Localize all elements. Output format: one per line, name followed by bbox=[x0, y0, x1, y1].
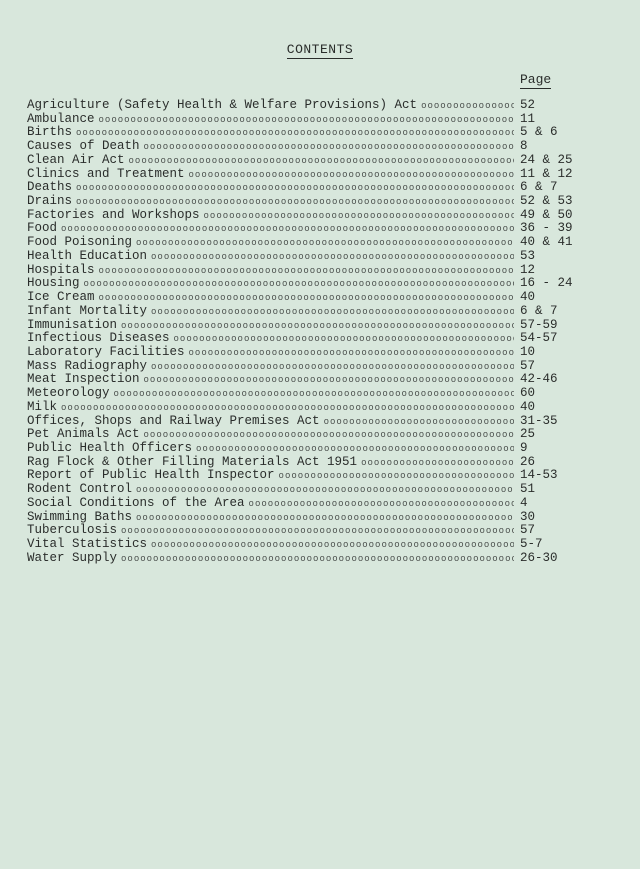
entry-page-number: 51 bbox=[520, 482, 536, 497]
entry-page-number: 6 & 7 bbox=[520, 180, 558, 195]
contents-entry bbox=[27, 168, 597, 182]
entry-page-number: 40 bbox=[520, 399, 536, 414]
dot-leader bbox=[121, 525, 514, 539]
dot-leader bbox=[174, 333, 514, 347]
entry-subject: Milk bbox=[27, 399, 58, 414]
dot-leader bbox=[189, 347, 514, 361]
page-column-heading-text: Page bbox=[520, 72, 552, 87]
entry-page-number: 52 & 53 bbox=[520, 194, 573, 209]
entry-subject: Rag Flock & Other Filling Materials Act 1951 bbox=[27, 454, 358, 469]
entry-page-number: 5-7 bbox=[520, 537, 543, 551]
entry-subject: Causes of Death bbox=[27, 139, 140, 154]
contents-entry bbox=[27, 140, 597, 154]
contents-entry bbox=[27, 113, 597, 127]
entry-subject: Food bbox=[27, 221, 58, 236]
dot-leader bbox=[421, 100, 514, 114]
contents-entry bbox=[27, 428, 597, 442]
contents-entry bbox=[27, 360, 597, 374]
entry-subject: Vital Statistics bbox=[27, 537, 148, 551]
entry-page-number: 26-30 bbox=[520, 550, 558, 565]
contents-entry bbox=[27, 524, 597, 538]
entry-page-number: 10 bbox=[520, 344, 536, 359]
entry-page-number: 57 bbox=[520, 358, 536, 373]
contents-entry bbox=[27, 552, 597, 566]
dot-leader bbox=[76, 182, 514, 196]
dot-leader bbox=[151, 306, 514, 320]
dot-leader bbox=[114, 388, 514, 402]
entry-page-number: 31-35 bbox=[520, 413, 558, 428]
contents-entry bbox=[27, 99, 597, 113]
contents-entry bbox=[27, 126, 597, 140]
contents-entry bbox=[27, 456, 597, 470]
entry-page-number: 16 - 24 bbox=[520, 276, 573, 291]
contents-entry bbox=[27, 305, 597, 319]
entry-subject: Tuberculosis bbox=[27, 523, 118, 538]
entry-page-number: 30 bbox=[520, 509, 536, 524]
entry-page-number: 57 bbox=[520, 523, 536, 538]
entry-subject: Births bbox=[27, 125, 73, 140]
dot-leader bbox=[129, 155, 514, 169]
dot-leader bbox=[144, 429, 514, 443]
entry-subject: Infant Mortality bbox=[27, 303, 148, 318]
entry-subject: Mass Radiography bbox=[27, 358, 148, 373]
entry-subject: Clean Air Act bbox=[27, 152, 125, 167]
contents-entry bbox=[27, 469, 597, 483]
dot-leader bbox=[361, 457, 514, 471]
entry-subject: Deaths bbox=[27, 180, 73, 195]
page-column-heading bbox=[520, 72, 551, 87]
entry-subject: Public Health Officers bbox=[27, 440, 193, 455]
entry-page-number: 57-59 bbox=[520, 317, 558, 332]
entry-subject: Ice Cream bbox=[27, 290, 95, 305]
dot-leader bbox=[121, 553, 514, 567]
entry-page-number: 24 & 25 bbox=[520, 152, 573, 167]
contents-entry bbox=[27, 332, 597, 346]
entry-subject: Immunisation bbox=[27, 317, 118, 332]
dot-leader bbox=[136, 512, 514, 526]
contents-entry bbox=[27, 387, 597, 401]
dot-leader bbox=[99, 292, 514, 306]
entry-page-number: 40 bbox=[520, 290, 536, 305]
entry-subject: Laboratory Facilities bbox=[27, 344, 185, 359]
dot-leader bbox=[249, 498, 514, 512]
dot-leader bbox=[204, 210, 514, 224]
entry-subject: Health Education bbox=[27, 248, 148, 263]
contents-entry bbox=[27, 195, 597, 209]
contents-entry bbox=[27, 497, 597, 511]
entry-subject: Meteorology bbox=[27, 386, 110, 401]
entry-subject: Infectious Diseases bbox=[27, 331, 170, 346]
contents-entry bbox=[27, 250, 597, 264]
entry-subject: Food Poisoning bbox=[27, 235, 133, 250]
dot-leader bbox=[144, 141, 514, 155]
contents-entry bbox=[27, 442, 597, 456]
entry-page-number: 11 & 12 bbox=[520, 166, 573, 181]
dot-leader bbox=[189, 169, 514, 183]
entry-subject: Clinics and Treatment bbox=[27, 166, 185, 181]
contents-entry bbox=[27, 346, 597, 360]
dot-leader bbox=[99, 265, 514, 279]
entry-subject: Rodent Control bbox=[27, 482, 133, 497]
entry-page-number: 36 - 39 bbox=[520, 221, 573, 236]
contents-entry bbox=[27, 401, 597, 415]
contents-entry bbox=[27, 222, 597, 236]
entry-page-number: 53 bbox=[520, 248, 536, 263]
entry-page-number: 40 & 41 bbox=[520, 235, 573, 250]
entry-page-number: 42-46 bbox=[520, 372, 558, 387]
entry-subject: Factories and Workshops bbox=[27, 207, 200, 222]
dot-leader bbox=[99, 114, 514, 128]
contents-entry bbox=[27, 154, 597, 168]
entry-page-number: 9 bbox=[520, 440, 528, 455]
contents-entry bbox=[27, 181, 597, 195]
entry-subject: Drains bbox=[27, 194, 73, 209]
entry-subject: Housing bbox=[27, 276, 80, 291]
dot-leader bbox=[84, 278, 514, 292]
dot-leader bbox=[121, 320, 514, 334]
contents-entry bbox=[27, 373, 597, 387]
entry-subject: Ambulance bbox=[27, 111, 95, 126]
entry-subject: Pet Animals Act bbox=[27, 427, 140, 442]
entry-page-number: 11 bbox=[520, 111, 536, 126]
entry-page-number: 5 & 6 bbox=[520, 125, 558, 140]
entry-page-number: 52 bbox=[520, 98, 536, 112]
contents-entry bbox=[27, 319, 597, 333]
dot-leader bbox=[151, 251, 514, 265]
entry-subject: Report of Public Health Inspector bbox=[27, 468, 275, 483]
page-title-text: CONTENTS bbox=[286, 42, 354, 57]
contents-entry bbox=[27, 483, 597, 497]
dot-leader bbox=[151, 361, 514, 375]
entry-subject: Swimming Baths bbox=[27, 509, 133, 524]
contents-entry bbox=[27, 538, 597, 552]
entry-page-number: 14-53 bbox=[520, 468, 558, 483]
entry-page-number: 54-57 bbox=[520, 331, 558, 346]
page-title bbox=[0, 42, 640, 57]
entry-subject: Water Supply bbox=[27, 550, 118, 565]
entry-subject: Agriculture (Safety Health & Welfare Provisions) Act bbox=[27, 98, 418, 112]
contents-entry bbox=[27, 511, 597, 525]
contents-entry bbox=[27, 415, 597, 429]
dot-leader bbox=[324, 416, 514, 430]
contents-entry bbox=[27, 264, 597, 278]
entry-page-number: 26 bbox=[520, 454, 536, 469]
contents-entry bbox=[27, 236, 597, 250]
entry-page-number: 6 & 7 bbox=[520, 303, 558, 318]
contents-entry bbox=[27, 277, 597, 291]
entry-subject: Meat Inspection bbox=[27, 372, 140, 387]
entry-subject: Hospitals bbox=[27, 262, 95, 277]
entry-subject: Offices, Shops and Railway Premises Act bbox=[27, 413, 320, 428]
entry-page-number: 25 bbox=[520, 427, 536, 442]
entry-subject: Social Conditions of the Area bbox=[27, 495, 245, 510]
entry-page-number: 60 bbox=[520, 386, 536, 401]
dot-leader bbox=[151, 539, 514, 553]
contents-list bbox=[27, 99, 597, 565]
contents-entry bbox=[27, 291, 597, 305]
contents-entry bbox=[27, 209, 597, 223]
dot-leader bbox=[144, 374, 514, 388]
dot-leader bbox=[279, 470, 514, 484]
entry-page-number: 8 bbox=[520, 139, 528, 154]
dot-leader bbox=[76, 127, 514, 141]
dot-leader bbox=[136, 237, 514, 251]
entry-page-number: 49 & 50 bbox=[520, 207, 573, 222]
entry-page-number: 4 bbox=[520, 495, 528, 510]
entry-page-number: 12 bbox=[520, 262, 536, 277]
